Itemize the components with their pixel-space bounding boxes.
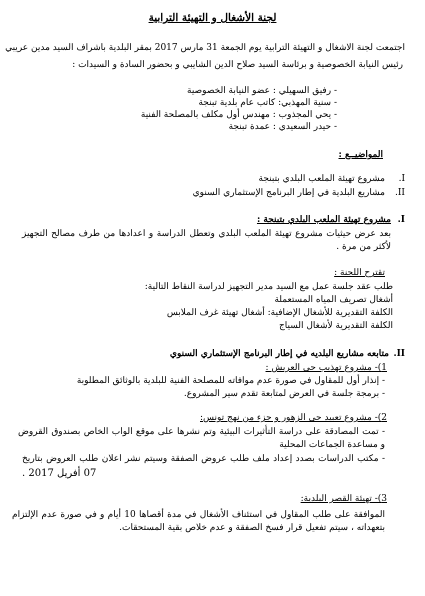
item-2-line-2: و مساعدة الجماعات المحلية [279,440,385,450]
attendee-3: - يحي المجذوب : مهندس أول مكلف بالمصلحة الفنية [140,110,337,120]
item-3-line-2: بتعهداته ، سيتم تفعيل قرار فسخ الصفقة و عدم خلاص بقية المستحقات. [119,523,385,533]
item-1-heading: 1)- مشروع تهذيب حي العريش : [265,363,387,373]
topic-1-text: مشروع تهيئة الملعب البلدي بتبنجة [258,174,385,184]
item-2-line-3: - مكتب الدراسات بصدد إعداد ملف طلب عروض الصفقة وسيتم نشر اعلان طلب العروض بتاريخ [22,454,385,464]
intro-line-2: رئيس النيابة الخصوصية و برئاسة السيد صلاح الدين الشايبي و بحضور السادة و السيدات : [72,60,403,70]
topic-2-number: II. [395,188,405,198]
attendee-4: - حيدر السعيدي : عمدة تبنجة [228,122,337,132]
topic-1-number: I. [398,174,405,184]
item-3-heading: 3)- تهيئة القصر البلدية: [300,494,387,504]
proposal-line-4: الكلفة التقديرية لأشغال السياج [278,321,393,331]
item-1-line-1: - إنذار أول للمقاول في صورة عدم موافاته للمصلحة الفنية للبلدية بالوثائق المطلوبة [76,376,385,386]
item-3-line-1: الموافقة على طلب المقاول في استئناف الأشغال في مدة أقصاها 10 أيام و في صورة عدم الإلتزام [12,510,385,520]
section-2-number: II. [393,349,405,359]
section-2-heading: متابعه مشاريع البلديه في إطار البرنامج الإستثماري السنوي [169,349,389,359]
proposal-line-1: طلب عقد جلسة عمل مع السيد مدير التجهيز لدراسة النقاط التالية: [144,282,393,292]
document-title: لجنة الأشغال و التهيئة الترابية [148,12,277,24]
section-1-number: I. [397,215,405,225]
attendee-2: - سنية المهذبي: كاتب عام بلدية تبنجة [198,98,337,108]
item-2-line-1: - تمت المصادقة على دراسة التأثيرات البيئية وتم نشرها على موقع الواب الخاص بصندوق القروض [18,427,385,437]
topics-heading: المواضيــع : [338,150,383,160]
proposal-heading: تقترح اللجنة : [334,268,385,278]
proposal-line-3: الكلفة التقديرية للأشغال الإضافية: أشغال تهيئة غرف الملابس [166,308,393,318]
section-1-body-2: لأكثر من مرة . [336,242,391,252]
item-2-line-4: 07 أفريل 2017 . [22,468,97,479]
section-1-heading: مشروع تهيئة الملعب البلدي بتبنجة : [256,215,391,225]
item-1-line-2: - برمجة جلسة في العرض لمتابعة تقدم سير المشروع. [183,389,385,399]
section-1-body-1: بعد عرض حيثيات مشروع تهيئة الملعب البلدي وتعطل الدراسة و اعدادها من طرف مصالح التجهيز [22,229,391,239]
topic-2-text: مشاريع البلدية في إطار البرنامج الإستثماري السنوي [192,188,385,198]
intro-line-1: اجتمعت لجنة الاشغال و التهيئة الترابية يوم الجمعة 31 مارس 2017 بمقر البلدية باشراف السيد مدين عريبي [5,43,405,53]
attendee-1: - رفيق السهيلي : عضو النيابة الخصوصية [187,86,337,96]
proposal-line-2: أشغال تصريف المياه المستعملة [274,295,393,305]
item-2-heading: 2)- مشروع تعبيد حي الزهور و جزء من نهج تونس: [200,413,387,423]
